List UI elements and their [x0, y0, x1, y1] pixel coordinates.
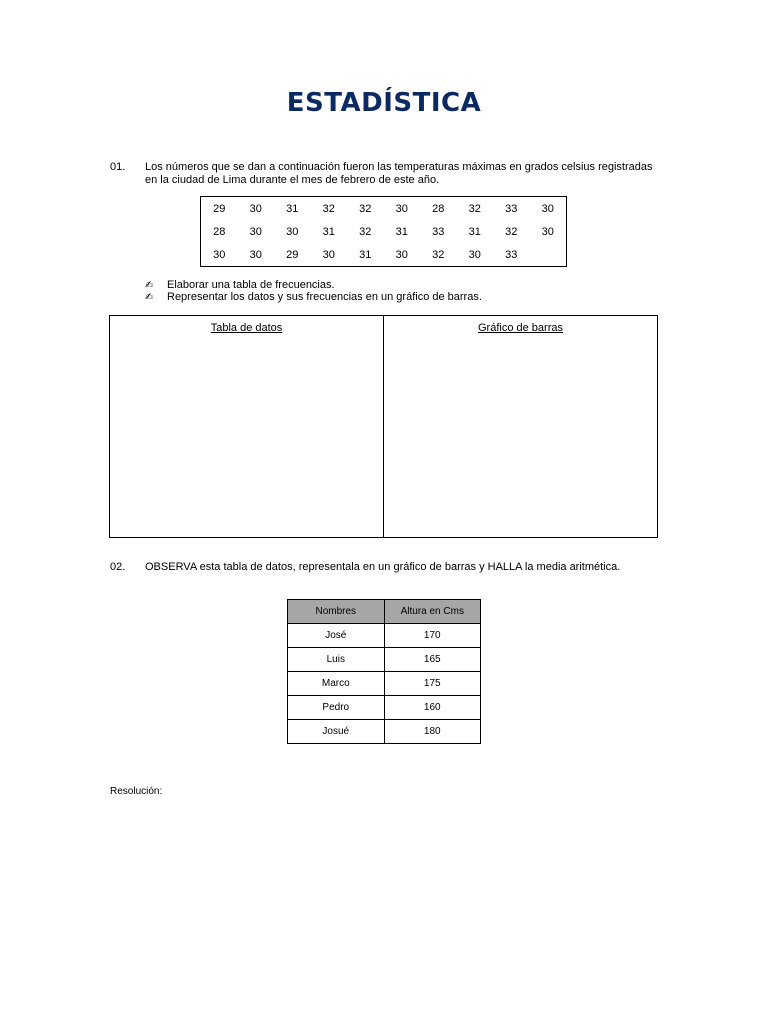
temperature-cell: 30 — [249, 248, 262, 261]
name-cell: Luis — [288, 648, 385, 672]
temperature-table — [200, 196, 567, 267]
temperature-cell: 31 — [359, 248, 372, 261]
height-cell: 175 — [384, 672, 480, 696]
column-header-names: Nombres — [288, 600, 385, 624]
page-title: ESTADÍSTICA — [286, 88, 482, 118]
temperature-cell: 31 — [468, 225, 481, 238]
name-cell: Josué — [288, 720, 385, 744]
temperature-cell: 29 — [286, 248, 299, 261]
heights-table — [287, 599, 481, 744]
question-2-number: 02. — [110, 561, 126, 573]
temperature-cell: 30 — [468, 248, 481, 261]
temperature-cell: 32 — [359, 225, 372, 238]
temperature-cell: 32 — [322, 202, 335, 215]
table-row — [201, 243, 567, 267]
temperature-cell: 28 — [213, 225, 226, 238]
temperature-cell: 30 — [395, 202, 408, 215]
temperature-cell: 30 — [541, 202, 554, 215]
table-row — [288, 720, 481, 744]
temperature-cell: 30 — [249, 225, 262, 238]
temperature-cell: 32 — [505, 225, 518, 238]
question-1-line-2: en la ciudad de Lima durante el mes de febrero de este año. — [145, 174, 440, 186]
bar-chart-panel-title: Gráfico de barras — [478, 322, 563, 334]
data-table-panel-title: Tabla de datos — [210, 322, 283, 334]
table-row — [201, 197, 567, 221]
temperature-cell: 30 — [286, 225, 299, 238]
height-cell: 160 — [384, 696, 480, 720]
temperature-cell: 33 — [505, 248, 518, 261]
table-row — [201, 220, 567, 243]
height-cell: 165 — [384, 648, 480, 672]
temperature-cell: 32 — [432, 248, 445, 261]
task-text: Representar los datos y sus frecuencias en un gráfico de barras. — [167, 291, 482, 303]
answer-box — [109, 315, 658, 538]
temperature-cell: 30 — [213, 248, 226, 261]
question-1-line-1: Los números que se dan a continuación fueron las temperaturas máximas en grados celsius registradas — [145, 161, 653, 173]
temperature-cell: 30 — [541, 225, 554, 238]
resolution-label: Resolución: — [110, 786, 163, 797]
temperature-cell — [530, 243, 567, 267]
temperature-cell: 33 — [432, 225, 445, 238]
temperature-cell: 31 — [395, 225, 408, 238]
table-row — [288, 624, 481, 648]
table-row — [288, 672, 481, 696]
table-header-row — [288, 600, 481, 624]
panel-divider — [383, 316, 384, 537]
temperature-cell: 29 — [213, 202, 226, 215]
height-cell: 170 — [384, 624, 480, 648]
task-text: Elaborar una tabla de frecuencias. — [167, 279, 335, 291]
name-cell: Pedro — [288, 696, 385, 720]
temperature-cell: 31 — [322, 225, 335, 238]
temperature-cell: 30 — [249, 202, 262, 215]
temperature-cell: 32 — [359, 202, 372, 215]
question-1-number: 01. — [110, 161, 126, 173]
name-cell: José — [288, 624, 385, 648]
table-row — [288, 648, 481, 672]
height-cell: 180 — [384, 720, 480, 744]
column-header-height: Altura en Cms — [384, 600, 480, 624]
temperature-cell: 33 — [505, 202, 518, 215]
writing-hand-icon: ✍ — [145, 280, 154, 291]
temperature-cell: 30 — [395, 248, 408, 261]
question-2-text: OBSERVA esta tabla de datos, representala en un gráfico de barras y HALLA la media aritmética. — [145, 561, 621, 573]
name-cell: Marco — [288, 672, 385, 696]
temperature-cell: 30 — [322, 248, 335, 261]
temperature-cell: 32 — [468, 202, 481, 215]
task-item — [145, 291, 482, 304]
writing-hand-icon: ✍ — [145, 292, 154, 303]
temperature-cell: 31 — [286, 202, 299, 215]
table-row — [288, 696, 481, 720]
temperature-cell: 28 — [432, 202, 445, 215]
